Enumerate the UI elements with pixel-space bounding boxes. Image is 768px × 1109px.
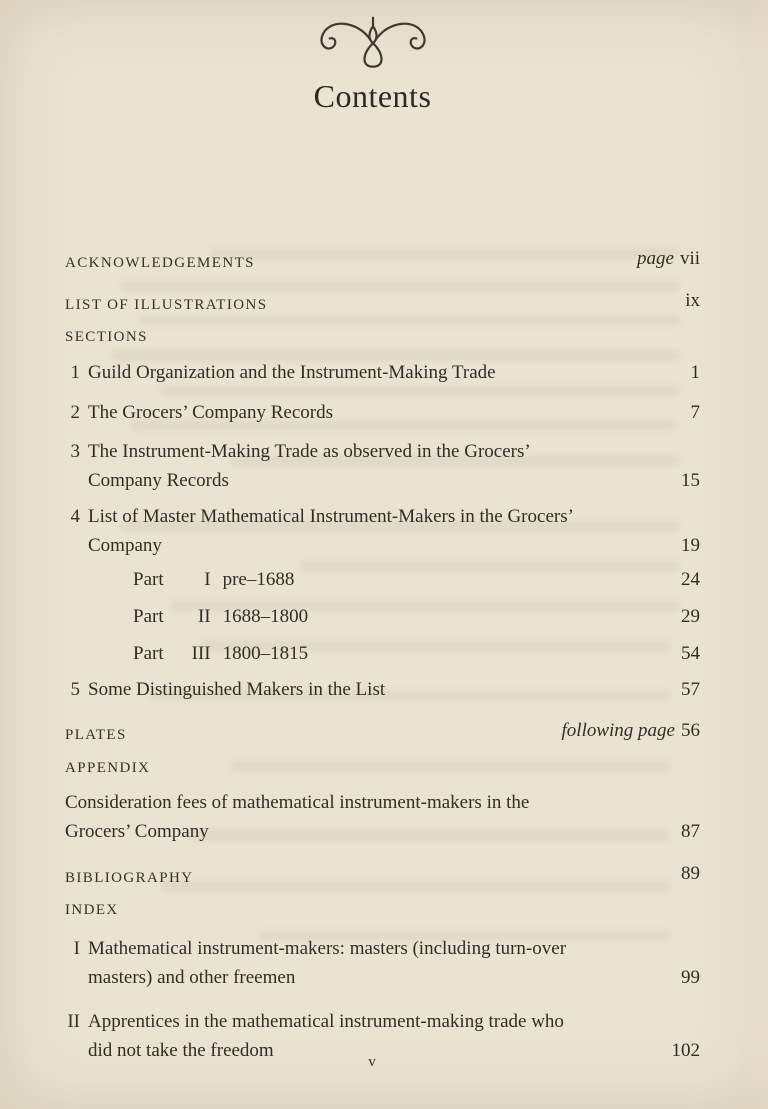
entry-page: 102 <box>671 1040 700 1061</box>
folio-page-number: v <box>368 1054 377 1070</box>
toc-entry-plates <box>65 716 700 745</box>
part-word: Part <box>133 643 164 664</box>
sections-heading: SECTIONS <box>65 329 148 345</box>
entry-title: Some Distinguished Makers in the List <box>88 679 386 700</box>
toc-entry-part-1 <box>133 565 700 594</box>
toc-entry-acknowledgements <box>65 244 700 273</box>
entry-title: List of Master Mathematical Instrument-Makers in the Grocers’ Company <box>88 506 574 556</box>
entry-title: The Instrument-Making Trade as observed in the Grocers’ Company Records <box>88 441 531 491</box>
toc-entry-section-1 <box>65 358 700 387</box>
entry-label: BIBLIOGRAPHY <box>65 870 194 886</box>
index-heading: INDEX <box>65 902 119 918</box>
fleuron-ornament-icon <box>40 14 705 83</box>
entry-number: 5 <box>70 679 80 700</box>
entry-page: 19 <box>681 535 700 556</box>
appendix-heading: APPENDIX <box>65 760 151 776</box>
toc-entry-part-2 <box>133 602 700 631</box>
part-numeral: III <box>191 643 211 664</box>
part-numeral: I <box>204 569 211 590</box>
entry-number: 2 <box>70 402 80 423</box>
part-word: Part <box>133 569 164 590</box>
toc-entry-section-4 <box>65 502 700 560</box>
entry-title: Guild Organization and the Instrument-Making Trade <box>88 362 496 383</box>
toc-entry-section-2 <box>65 398 700 427</box>
entry-title: The Grocers’ Company Records <box>88 402 333 423</box>
toc-entry-index-1 <box>65 934 700 992</box>
part-range: 1800–1815 <box>222 643 309 664</box>
part-word: Part <box>133 606 164 627</box>
page-title: Contents <box>313 78 432 114</box>
entry-page: 7 <box>690 402 700 423</box>
toc-entry-section-5 <box>65 675 700 704</box>
entry-label: PLATES <box>65 727 127 743</box>
part-numeral: II <box>197 606 211 627</box>
entry-page: 87 <box>681 821 700 842</box>
toc-entry-part-3 <box>133 639 700 668</box>
entry-label: ACKNOWLEDGEMENTS <box>65 255 255 271</box>
entry-page: 89 <box>681 863 700 884</box>
entry-title: Apprentices in the mathematical instrument-making trade who did not take the freedom <box>88 1011 564 1061</box>
entry-title: Consideration fees of mathematical instrument-makers in the Grocers’ Company <box>65 792 530 842</box>
entry-page: 54 <box>681 643 700 664</box>
entry-page: 15 <box>681 470 700 491</box>
entry-page: 29 <box>681 606 700 627</box>
entry-title: Mathematical instrument-makers: masters (including turn-over masters) and other freemen <box>88 938 567 988</box>
entry-number: 4 <box>70 506 80 527</box>
entry-page: 24 <box>681 569 700 590</box>
part-range: 1688–1800 <box>222 606 309 627</box>
toc-entry-section-3 <box>65 437 700 495</box>
entry-number: II <box>67 1011 80 1032</box>
entry-label: LIST OF ILLUSTRATIONS <box>65 297 268 313</box>
entry-page: page vii <box>637 248 700 269</box>
toc-entry-bibliography <box>65 859 700 888</box>
entry-number: I <box>73 938 80 959</box>
part-range: pre–1688 <box>222 569 295 590</box>
entry-page: 57 <box>681 679 700 700</box>
entry-number: 3 <box>70 441 80 462</box>
entry-page: 1 <box>690 362 700 383</box>
entry-page: ix <box>685 290 700 311</box>
toc-entry-list-of-illustrations <box>65 286 700 315</box>
entry-number: 1 <box>70 362 80 383</box>
entry-page: following page 56 <box>561 720 700 741</box>
entry-page: 99 <box>681 967 700 988</box>
toc-entry-appendix <box>65 788 700 846</box>
